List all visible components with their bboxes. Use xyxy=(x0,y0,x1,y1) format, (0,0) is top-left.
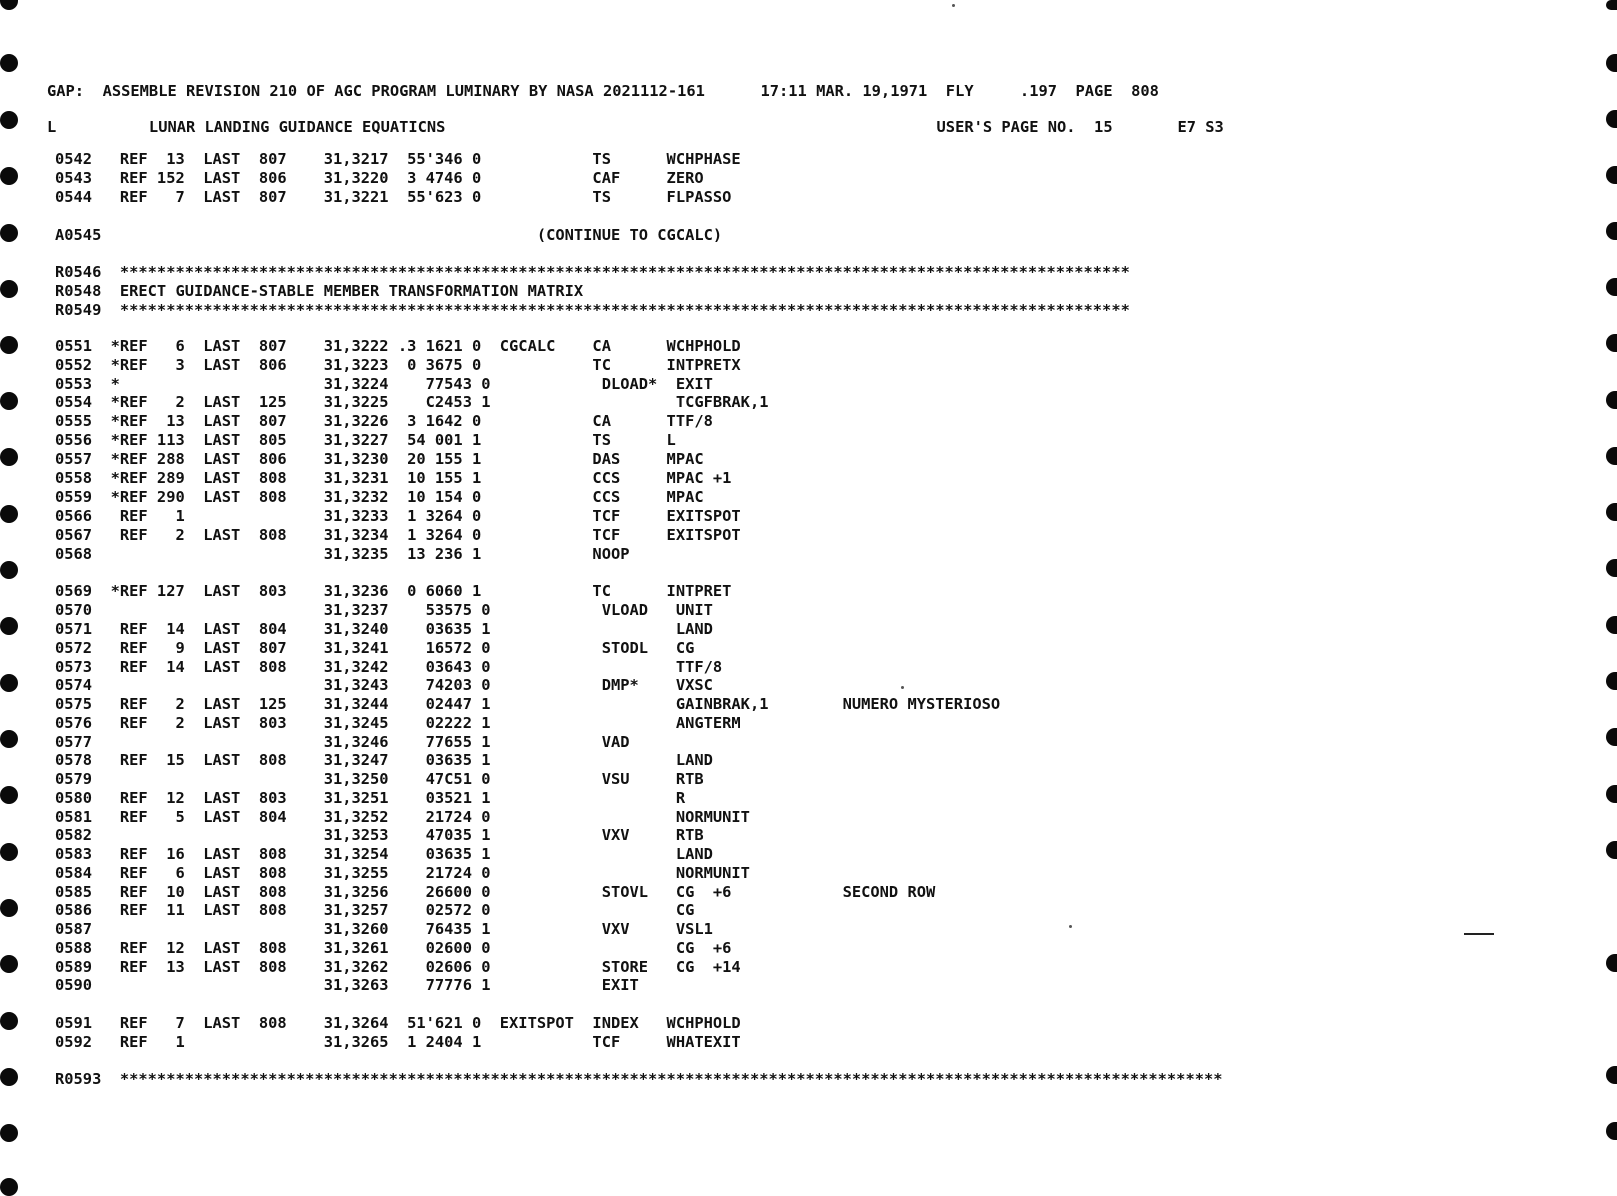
listing-line: 0559 *REF 290 LAST 808 31,3232 10 154 0 CCS MPAC xyxy=(55,488,704,506)
listing-line: 0543 REF 152 LAST 806 31,3220 3 4746 0 CAF ZERO xyxy=(55,169,704,187)
listing-line: A0545 (CONTINUE TO CGCALC) xyxy=(55,226,723,244)
listing-line: 0567 REF 2 LAST 808 31,3234 1 3264 0 TCF EXITSPOT xyxy=(55,526,741,544)
listing-line: 0568 31,3235 13 236 1 NOOP xyxy=(55,545,630,563)
listing-line: 0586 REF 11 LAST 808 31,3257 02572 0 CG xyxy=(55,901,695,919)
listing-line: 0566 REF 1 31,3233 1 3264 0 TCF EXITSPOT xyxy=(55,507,741,525)
listing-line: 0575 REF 2 LAST 125 31,3244 02447 1 GAINBRAK,1 NUMERO MYSTERIOSO xyxy=(55,695,1001,713)
tractor-hole-icon xyxy=(1606,0,1617,10)
tractor-hole-icon xyxy=(0,1124,18,1142)
tractor-hole-icon xyxy=(1606,728,1617,746)
listing-line: 0544 REF 7 LAST 807 31,3221 55'623 0 TS FLPASSO xyxy=(55,188,732,206)
tractor-hole-icon xyxy=(1606,222,1617,240)
listing-line: R0546 ************************************************************************************************************* xyxy=(55,263,1130,281)
tractor-hole-icon xyxy=(0,392,18,410)
tractor-hole-icon xyxy=(0,1178,18,1196)
listing-line: 0583 REF 16 LAST 808 31,3254 03635 1 LAND xyxy=(55,845,713,863)
listing-line: R0549 ************************************************************************************************************* xyxy=(55,301,1130,319)
scan-mark xyxy=(1464,933,1494,935)
tractor-hole-icon xyxy=(1606,954,1617,972)
tractor-hole-icon xyxy=(1606,110,1617,128)
listing-line: 0584 REF 6 LAST 808 31,3255 21724 0 NORMUNIT xyxy=(55,864,750,882)
tractor-hole-icon xyxy=(0,1012,18,1030)
listing-line: 0558 *REF 289 LAST 808 31,3231 10 155 1 CCS MPAC +1 xyxy=(55,469,732,487)
listing-line: 0556 *REF 113 LAST 805 31,3227 54 001 1 TS L xyxy=(55,431,676,449)
tractor-hole-icon xyxy=(1606,447,1617,465)
listing-line: 0571 REF 14 LAST 804 31,3240 03635 1 LAND xyxy=(55,620,713,638)
tractor-hole-icon xyxy=(1606,785,1617,803)
tractor-hole-icon xyxy=(0,786,18,804)
listing-line: 0554 *REF 2 LAST 125 31,3225 C2453 1 TCGFBRAK,1 xyxy=(55,393,769,411)
tractor-hole-icon xyxy=(0,505,18,523)
listing-line: 0573 REF 14 LAST 808 31,3242 03643 0 TTF/8 xyxy=(55,658,723,676)
tractor-hole-icon xyxy=(1606,503,1617,521)
listing-line: 0588 REF 12 LAST 808 31,3261 02600 0 CG +6 xyxy=(55,939,732,957)
tractor-hole-icon xyxy=(0,561,18,579)
listing-line: 0580 REF 12 LAST 803 31,3251 03521 1 R xyxy=(55,789,686,807)
listing-line: 0581 REF 5 LAST 804 31,3252 21724 0 NORMUNIT xyxy=(55,808,750,826)
listing-line: 0585 REF 10 LAST 808 31,3256 26600 0 STOVL CG +6 SECOND ROW xyxy=(55,883,936,901)
listing-line: 0582 31,3253 47035 1 VXV RTB xyxy=(55,826,704,844)
listing-line: 0592 REF 1 31,3265 1 2404 1 TCF WHATEXIT xyxy=(55,1033,741,1051)
tractor-hole-icon xyxy=(0,0,18,10)
scan-dot xyxy=(952,4,955,7)
listing-line: 0553 * 31,3224 77543 0 DLOAD* EXIT xyxy=(55,375,713,393)
tractor-hole-icon xyxy=(1606,1122,1617,1140)
listing-line: 0557 *REF 288 LAST 806 31,3230 20 155 1 DAS MPAC xyxy=(55,450,704,468)
listing-line: 0542 REF 13 LAST 807 31,3217 55'346 0 TS WCHPHASE xyxy=(55,150,741,168)
listing-line: 0578 REF 15 LAST 808 31,3247 03635 1 LAND xyxy=(55,751,713,769)
listing-line: 0591 REF 7 LAST 808 31,3264 51'621 0 EXITSPOT INDEX WCHPHOLD xyxy=(55,1014,741,1032)
scan-dot xyxy=(1069,925,1072,928)
tractor-hole-icon xyxy=(0,1068,18,1086)
listing-line: 0577 31,3246 77655 1 VAD xyxy=(55,733,630,751)
tractor-hole-icon xyxy=(1606,1066,1617,1084)
listing-line: 0590 31,3263 77776 1 EXIT xyxy=(55,976,639,994)
listing-line: 0555 *REF 13 LAST 807 31,3226 3 1642 0 CA TTF/8 xyxy=(55,412,713,430)
listing-line: 0576 REF 2 LAST 803 31,3245 02222 1 ANGTERM xyxy=(55,714,741,732)
listing-line: 0589 REF 13 LAST 808 31,3262 02606 0 STORE CG +14 xyxy=(55,958,741,976)
listing-header: GAP: ASSEMBLE REVISION 210 OF AGC PROGRAM LUMINARY BY NASA 2021112-161 17:11 MAR. 19,1971 FLY .197 PAGE 808 xyxy=(47,82,1159,100)
tractor-hole-icon xyxy=(0,448,18,466)
section-title-line: L LUNAR LANDING GUIDANCE EQUATICNS USER'S PAGE NO. 15 E7 S3 xyxy=(47,118,1224,136)
listing-line: 0579 31,3250 47C51 0 VSU RTB xyxy=(55,770,704,788)
listing-line: 0587 31,3260 76435 1 VXV VSL1 xyxy=(55,920,713,938)
listing-line: 0551 *REF 6 LAST 807 31,3222 .3 1621 0 CGCALC CA WCHPHOLD xyxy=(55,337,741,355)
tractor-hole-icon xyxy=(0,224,18,242)
tractor-hole-icon xyxy=(1606,841,1617,859)
tractor-hole-icon xyxy=(0,54,18,72)
tractor-hole-icon xyxy=(0,111,18,129)
tractor-hole-icon xyxy=(1606,166,1617,184)
tractor-hole-icon xyxy=(0,730,18,748)
tractor-hole-icon xyxy=(1606,616,1617,634)
listing-line: R0548 ERECT GUIDANCE-STABLE MEMBER TRANSFORMATION MATRIX xyxy=(55,282,584,300)
tractor-hole-icon xyxy=(0,167,18,185)
tractor-hole-icon xyxy=(0,617,18,635)
tractor-hole-icon xyxy=(0,843,18,861)
tractor-hole-icon xyxy=(1606,672,1617,690)
tractor-hole-icon xyxy=(0,280,18,298)
listing-line: 0570 31,3237 53575 0 VLOAD UNIT xyxy=(55,601,713,619)
tractor-hole-icon xyxy=(0,955,18,973)
tractor-hole-icon xyxy=(1606,391,1617,409)
tractor-hole-icon xyxy=(1606,334,1617,352)
tractor-hole-icon xyxy=(0,899,18,917)
listing-line: 0572 REF 9 LAST 807 31,3241 16572 0 STODL CG xyxy=(55,639,695,657)
tractor-hole-icon xyxy=(1606,278,1617,296)
tractor-hole-icon xyxy=(0,674,18,692)
tractor-hole-icon xyxy=(1606,559,1617,577)
tractor-hole-icon xyxy=(0,336,18,354)
scan-dot xyxy=(901,686,904,689)
tractor-hole-icon xyxy=(1606,54,1617,72)
listing-line: 0569 *REF 127 LAST 803 31,3236 0 6060 1 TC INTPRET xyxy=(55,582,732,600)
listing-line: 0574 31,3243 74203 0 DMP* VXSC xyxy=(55,676,713,694)
listing-line: 0552 *REF 3 LAST 806 31,3223 0 3675 0 TC INTPRETX xyxy=(55,356,741,374)
listing-line: R0593 *********************************************************************************************************************** xyxy=(55,1070,1223,1088)
